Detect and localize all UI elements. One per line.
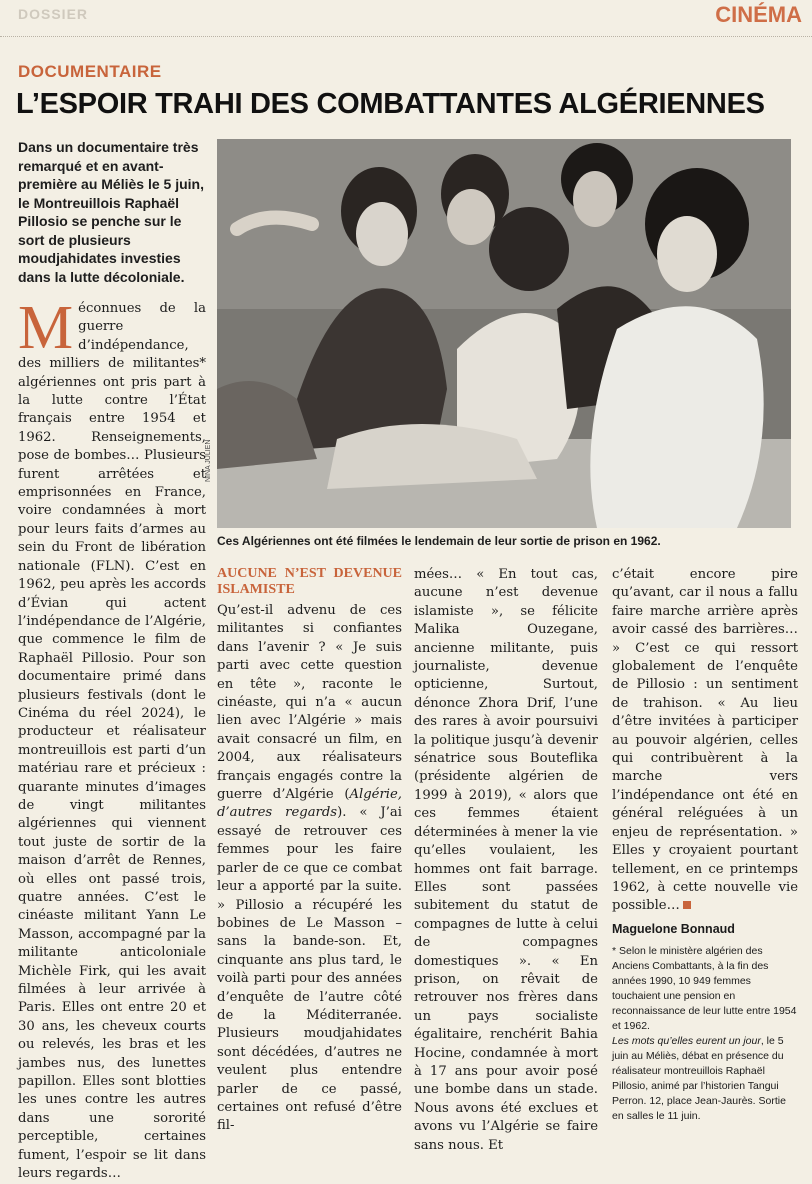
film-title: Algérie, d’autres regards	[217, 787, 402, 821]
headline: L’ESPOIR TRAHI DES COMBATTANTES ALGÉRIENNES	[16, 88, 765, 120]
footnote: * Selon le ministère algérien des Anciens Combattants, à la fin des années 1990, 10 949 femmes touchaient une pension en reconnaissance de leur lutte entre 1954 et 1962.	[612, 945, 797, 1033]
kicker: DOCUMENTAIRE	[18, 62, 162, 81]
column-4-text: c’était encore pire qu’avant, car il nous a fallu faire marche arrière après avoir cassé des barrières… » C’est ce qui ressort globalement de l’enquête de Pillosio : un sentiment de trahison. « Au lieu d’être invitées à participer au pouvoir algérien, celles qui contribuèrent à la marche vers l’indépendance ont été en général reléguées à un enjeu de représentation. » Elles y croyaient pourtant tellement, en ce printemps 1962, à cette nouvelle vie possible…	[612, 567, 798, 914]
photo-caption: Ces Algériennes ont été filmées le lendemain de leur sortie de prison en 1962.	[217, 534, 661, 548]
subheading: AUCUNE N’EST DEVENUE ISLAMISTE	[217, 566, 402, 597]
standfirst: Dans un documentaire très remarqué et en avant-première au Méliès le 5 juin, le Montreuillois Raphaël Pillosio se penche sur le sort de plusieurs moudjahidates investies dans la lutte décoloniale.	[18, 139, 204, 285]
column-2-text-a: Qu’est-il advenu de ces militantes si confiantes dans l’avenir ? « Je suis parti avec cette question en tête », raconte le cinéaste, qui n’a « aucun lien avec l’Algérie » mais avait consacré un film, en 2004, aux réalisateurs français engagés contre la guerre d’Algérie (	[217, 603, 402, 803]
header-rule	[0, 36, 812, 37]
section-label: DOSSIER	[18, 6, 89, 22]
column-4	[612, 566, 798, 1124]
end-mark-icon	[683, 901, 691, 909]
photo-credit: NINA JULIEN	[205, 439, 212, 482]
column-1	[18, 294, 206, 1184]
column-1-text: éconnues de la guerre d’indépendance, des milliers de militantes* algériennes ont pris part à la lutte contre l’État français entre 1954 et 1962. Renseignements, pose de bombes… Plusieurs furent arrêtées et emprisonnées en France, voire condamnées à mort pour leurs faits d’armes au sein du Front de libération nationale (FLN). C’est en 1962, peu après les accords d’Évian qui actent l’indépendance de l’Algérie, que commence le film de Raphaël Pillosio. Pour son documentaire primé dans plusieurs festivals (dont le Cinéma du réel 2024), le producteur et réalisateur montreuillois est parti d’un matériau rare et précieux : quarante minutes d’images de vingt militantes algériennes qui viennent tout juste de sortir de la maison d’arrêt de Rennes, où elles ont passé trois, quatre années. C’est le cinéaste militant Yann Le Masson, accompagné par la militante anticoloniale Michèle Firk, qui les avait filmées à leur arrivée à Paris. Elles ont entre 20 et 30 ans, les cheveux courts ou relevés, les bras et les jambes nus, des lunettes papillon. Elles sont blotties les unes contre les autres dans une sororité perceptible, certaines fument, l’espoir se lit dans leurs regards…	[18, 301, 206, 1182]
screening-film-title: Les mots qu’elles eurent un jour	[612, 1035, 761, 1048]
article-photo	[217, 139, 791, 528]
drop-cap: M	[18, 294, 74, 362]
section-cinema: CINÉMA	[715, 2, 802, 27]
column-3	[414, 566, 598, 1155]
author-signature: Maguelone Bonnaud	[612, 921, 735, 936]
screening-info	[612, 1034, 798, 1124]
column-2-text-b: ). « J’ai essayé de retrouver ces femmes pour les faire parler de ce que ce combat leur a apporté par la suite. » Pillosio a récupéré les bobines de Le Masson – sans la bande-son. Et, cinquante ans plus tard, le voilà parti pour des années d’enquête de l’autre côté de la Méditerranée. Plusieurs moudjahidates sont décédées, d’autres ne veulent plus entendre parler de ce passé, certaines ont refusé d’être fil-	[217, 805, 402, 1134]
column-2	[217, 566, 402, 1136]
column-3-text: mées… « En tout cas, aucune n’est devenue islamiste », se félicite Malika Ouzegane, ancienne militante, puis journaliste, devenue opticienne, Surtout, dénonce Zhora Drif, l’une des rares à avoir poursuivi la politique jusqu’à devenir sénatrice sous Bouteflika (présidente algérien de 1999 à 2019), « alors que ces femmes étaient déterminées à mener la vie qu’elles voulaient, les hommes ont fait barrage. Elles sont passées subitement du statut de compagnes de lutte à celui de compagnes domestiques ». « En prison, on rêvait de retrouver nos frères dans un pays socialiste égalitaire, renchérit Bahia Hocine, condamnée à mort à 17 ans pour avoir posé une bombe dans un stade. Nous avons été exclues et avons vu l’Algérie se faire sans nous. Et	[414, 567, 598, 1153]
screening-details: , le 5 juin au Méliès, débat en présence du réalisateur montreuillois Raphaël Pillosio, animé par l’historien Tangui Perron. 12, place Jean-Jaurès. Sortie en salles le 11 juin.	[612, 1035, 786, 1123]
